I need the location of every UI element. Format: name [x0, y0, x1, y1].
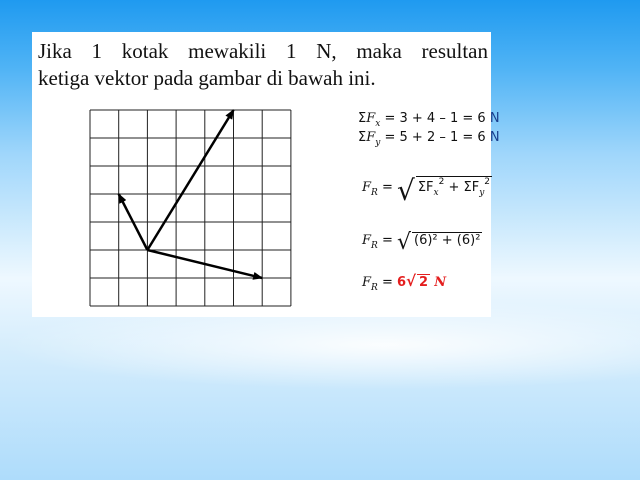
sigma-fx-label: $\Sigma F_x$	[358, 111, 381, 129]
sum-fy-value: = 5 + 2 – 1 = 6	[384, 130, 486, 145]
sum-fx-unit: N	[489, 111, 500, 126]
answer-coefficient: 6	[396, 275, 407, 290]
sum-fx-equation	[358, 111, 500, 129]
sigma-fy-label: $\Sigma F_y$	[358, 130, 381, 148]
answer-unit: N	[434, 275, 447, 290]
question-line-2: ketiga vektor pada gambar di bawah ini.	[38, 66, 376, 90]
vector-up-right	[147, 110, 233, 250]
resultant-answer: $F_R = 6√$ 2 N	[362, 272, 447, 293]
radicand-formula: $\Sigma F_x^2 + \Sigma F_y^2$	[417, 177, 491, 198]
radicand-substituted: (6)² + (6)²	[414, 233, 481, 248]
answer-radicand: 2	[419, 275, 429, 290]
resultant-substitution: $F_R$ = √ (6)² + (6)²	[362, 230, 481, 255]
radical-icon: √	[396, 174, 415, 207]
sum-fy-unit: N	[489, 130, 500, 145]
resultant-formula: $F_R$ = √ $\Sigma F_x^2 + \Sigma F_y^2$	[362, 174, 491, 207]
sum-fx-value: = 3 + 4 – 1 = 6	[384, 111, 486, 126]
question-line-1: Jika 1 kotak mewakili 1 N, maka resultan	[38, 39, 488, 63]
slide-content-card	[32, 32, 500, 317]
sum-fy-equation	[358, 130, 500, 148]
radical-icon: √	[396, 230, 412, 255]
radical-icon: √	[406, 272, 417, 290]
